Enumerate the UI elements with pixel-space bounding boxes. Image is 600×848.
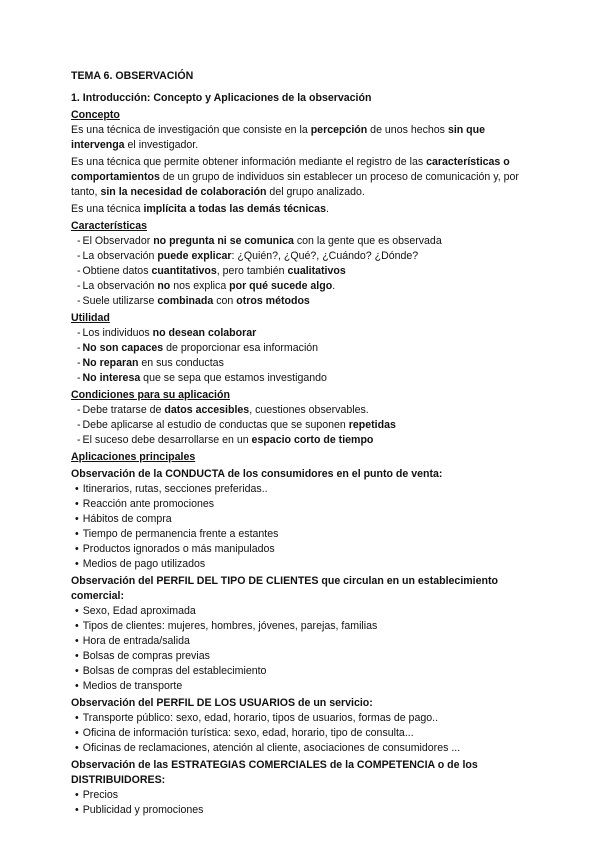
aplicaciones-group: [71, 467, 541, 572]
text-run: con: [213, 295, 237, 307]
list-item: [71, 341, 541, 356]
text-run: Es una técnica: [71, 203, 144, 215]
bold-text: No son capaces: [82, 342, 164, 354]
text-run: de un grupo de individuos sin establecer un proceso de comunicación y, por tanto,: [71, 171, 519, 198]
bold-text: características o comportamientos: [71, 156, 510, 183]
aplicaciones-group: [71, 574, 541, 694]
list-item: • Oficinas de reclamaciones, atención al cliente, asociaciones de consumidores ...: [71, 741, 541, 756]
text-run: Debe tratarse de: [82, 404, 165, 416]
list-item: [71, 264, 541, 279]
text-run: La observación: [82, 250, 158, 262]
aplicaciones-group: [71, 696, 541, 756]
bold-text: no pregunta ni se comunica: [153, 235, 294, 247]
section-title: 1. Introducción: Concepto y Aplicaciones de la observación: [71, 92, 372, 104]
text-run: Debe aplicarse al estudio de conductas que se suponen: [82, 419, 349, 431]
text-run: que se sepa que estamos investigando: [140, 372, 327, 384]
list-item: • Medios de pago utilizados: [71, 557, 541, 572]
text-run: : ¿Quién?, ¿Qué?, ¿Cuándo? ¿Dónde?: [231, 250, 419, 262]
tema-title: TEMA 6. OBSERVACIÓN: [71, 70, 194, 82]
bold-text: puede explicar: [157, 250, 232, 262]
list-item: • Tipos de clientes: mujeres, hombres, jóvenes, parejas, familias: [71, 619, 541, 634]
list-item: • Medios de transporte: [71, 679, 541, 694]
list-item: • Publicidad y promociones: [71, 803, 541, 818]
text-run: , pero también: [216, 265, 288, 277]
bold-text: percepción: [310, 124, 368, 136]
list-item: • Reacción ante promociones: [71, 497, 541, 512]
list-item: • Hábitos de compra: [71, 512, 541, 527]
aplicaciones-group-title: Observación de la CONDUCTA de los consumidores en el punto de venta:: [71, 468, 443, 480]
caracteristicas-list: [71, 234, 541, 309]
aplicaciones-group-list: [71, 711, 541, 756]
list-item: • Oficina de información turística: sexo, edad, horario, tipo de consulta...: [71, 726, 541, 741]
text-run: nos explica: [170, 280, 230, 292]
text-run: Los individuos: [82, 327, 153, 339]
aplicaciones-group-list: [71, 788, 541, 818]
bold-text: otros métodos: [236, 295, 310, 307]
list-item: • Hora de entrada/salida: [71, 634, 541, 649]
concepto-paragraph-2: [71, 155, 541, 200]
bold-text: No reparan: [82, 357, 139, 369]
list-item: [71, 249, 541, 264]
list-item: [71, 279, 541, 294]
text-run: , cuestiones observables.: [249, 404, 369, 416]
text-run: en sus conductas: [138, 357, 224, 369]
aplicaciones-group: [71, 758, 541, 818]
aplicaciones-group-list: [71, 604, 541, 694]
text-run: con la gente que es observada: [293, 235, 442, 247]
list-item: • Itinerarios, rutas, secciones preferidas..: [71, 482, 541, 497]
list-item: • Sexo, Edad aproximada: [71, 604, 541, 619]
condiciones-list: [71, 403, 541, 448]
condiciones-heading: Condiciones para su aplicación: [71, 389, 230, 401]
bold-text: no desean colaborar: [152, 327, 257, 339]
text-run: La observación: [82, 280, 158, 292]
text-run: de proporcionar esa información: [163, 342, 319, 354]
bold-text: sin la necesidad de colaboración: [100, 186, 267, 198]
text-run: El suceso debe desarrollarse en un: [82, 434, 252, 446]
utilidad-heading: Utilidad: [71, 312, 110, 324]
list-item: [71, 326, 541, 341]
list-item: [71, 403, 541, 418]
list-item: • Transporte público: sexo, edad, horario, tipos de usuarios, formas de pago..: [71, 711, 541, 726]
text-run: Obtiene datos: [82, 265, 152, 277]
list-item: [71, 294, 541, 309]
bold-text: implícita a todas las demás técnicas: [143, 203, 326, 215]
list-item: [71, 234, 541, 249]
bold-text: por qué sucede algo: [229, 280, 333, 292]
aplicaciones-group-title: Observación de las ESTRATEGIAS COMERCIALES de la COMPETENCIA o de los DISTRIBUIDORES:: [71, 759, 478, 786]
bold-text: No interesa: [82, 372, 141, 384]
concepto-paragraph-3: [71, 202, 541, 217]
text-run: del grupo analizado.: [266, 186, 365, 198]
bold-text: cuantitativos: [151, 265, 217, 277]
list-item: [71, 356, 541, 371]
aplicaciones-heading: Aplicaciones principales: [71, 451, 196, 463]
text-run: el investigador.: [124, 139, 199, 151]
bold-text: sin que intervenga: [71, 124, 486, 151]
text-run: El Observador: [82, 235, 154, 247]
bold-text: datos accesibles: [164, 404, 250, 416]
caracteristicas-heading: Características: [71, 220, 147, 232]
list-item: [71, 418, 541, 433]
bold-text: cualitativos: [287, 265, 346, 277]
bold-text: combinada: [157, 295, 214, 307]
utilidad-list: [71, 326, 541, 386]
text-run: Es una técnica de investigación que consiste en la: [71, 124, 311, 136]
text-run: Es una técnica que permite obtener información mediante el registro de las: [71, 156, 427, 168]
list-item: [71, 371, 541, 386]
bold-text: espacio corto de tiempo: [251, 434, 374, 446]
text-run: Suele utilizarse: [82, 295, 158, 307]
concepto-heading: Concepto: [71, 109, 120, 121]
text-run: de unos hechos: [367, 124, 448, 136]
list-item: • Tiempo de permanencia frente a estantes: [71, 527, 541, 542]
aplicaciones-group-list: [71, 482, 541, 572]
aplicaciones-group-title: Observación del PERFIL DE LOS USUARIOS de un servicio:: [71, 697, 373, 709]
document-content: [71, 69, 541, 820]
aplicaciones-group-title: Observación del PERFIL DEL TIPO DE CLIENTES que circulan en un establecimiento comercial:: [71, 575, 498, 602]
bold-text: repetidas: [348, 419, 396, 431]
concepto-paragraph-1: [71, 123, 541, 153]
text-run: .: [332, 280, 336, 292]
list-item: • Bolsas de compras previas: [71, 649, 541, 664]
list-item: • Bolsas de compras del establecimiento: [71, 664, 541, 679]
list-item: • Precios: [71, 788, 541, 803]
text-run: .: [325, 203, 329, 215]
list-item: [71, 433, 541, 448]
list-item: • Productos ignorados o más manipulados: [71, 542, 541, 557]
bold-text: no: [157, 280, 171, 292]
